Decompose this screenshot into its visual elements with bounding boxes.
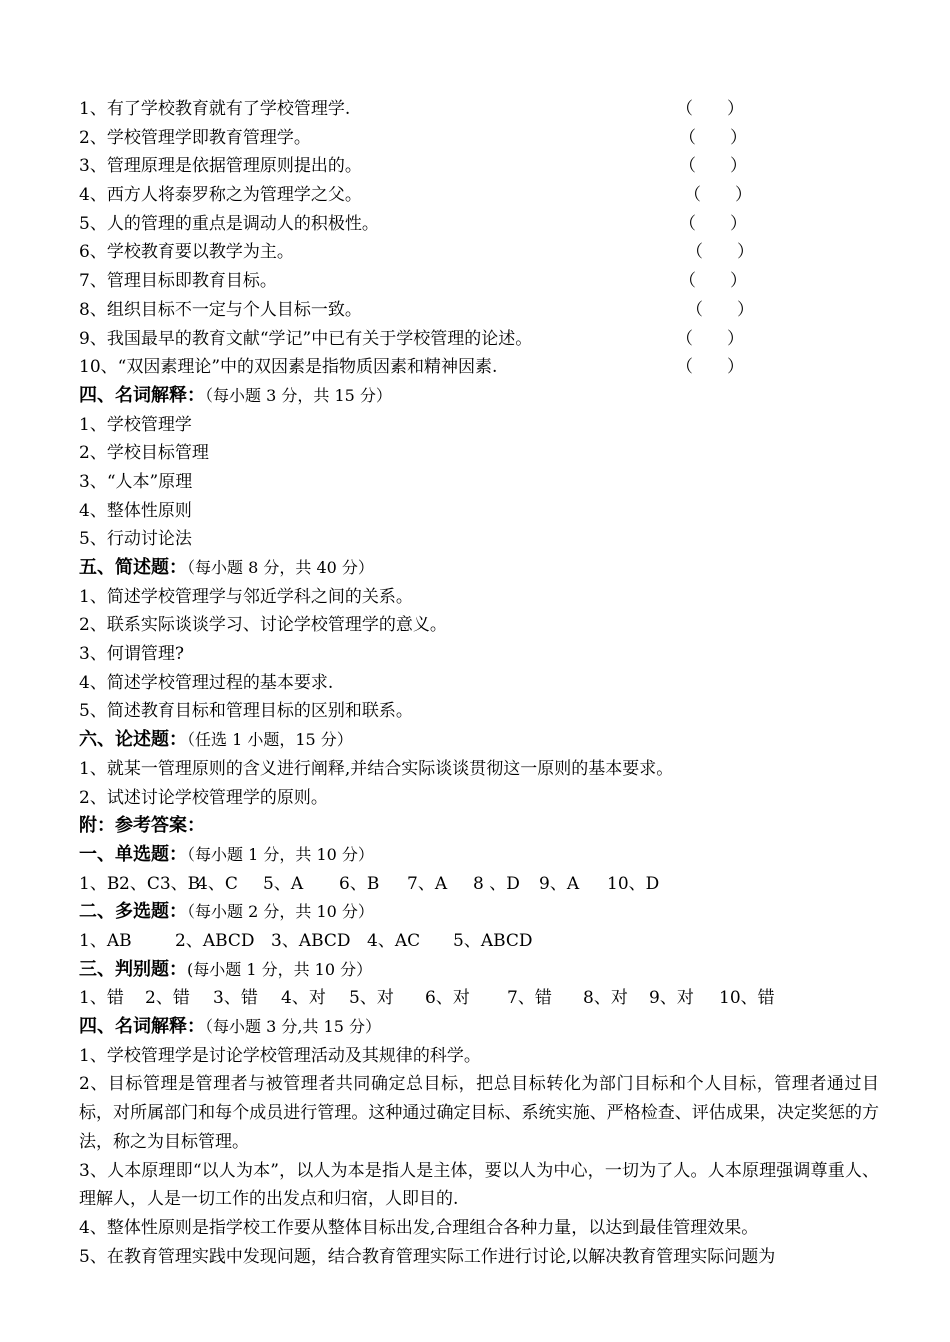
- list-item: 10、“双因素理论”中的双因素是指物质因素和精神因素. （ ）: [79, 353, 879, 382]
- list-item: 2、试述讨论学校管理学的原则。: [79, 787, 328, 808]
- list-item: 3、管理原理是依据管理原则提出的。 （ ）: [79, 152, 879, 181]
- list-item: 8、组织目标不一定与个人目标一致。 （ ）: [79, 296, 879, 325]
- appendix-heading: 附：参考答案：: [79, 815, 205, 837]
- section-heading: 一、单选题：（每小题 1 分，共 10 分）: [79, 843, 374, 865]
- list-item: 5、行动讨论法: [79, 529, 192, 550]
- section-heading: 四、名词解释：（每小题 3 分,共 15 分）: [79, 1016, 381, 1037]
- judge-list: [79, 95, 879, 382]
- answer-paragraph: 4、整体性原则是指学校工作要从整体目标出发,合理组合各种力量，以达到最佳管理效果。: [79, 1217, 759, 1238]
- answer-blank: （ ）: [679, 127, 747, 148]
- answer-blank: （ ）: [679, 156, 747, 177]
- answer-paragraph: 5、在教育管理实践中发现问题，结合教育管理实际工作进行讨论,以解决教育管理实际问题为: [79, 1246, 776, 1267]
- list-item: 1、有了学校教育就有了学校管理学. （ ）: [79, 95, 879, 124]
- list-item: 2、学校目标管理: [79, 443, 209, 464]
- list-item: 9、我国最早的教育文献“学记”中已有关于学校管理的论述。 （ ）: [79, 325, 879, 354]
- list-item: 5、人的管理的重点是调动人的积极性。 （ ）: [79, 210, 879, 239]
- answer-blank: （ ）: [679, 271, 747, 292]
- list-item: 4、简述学校管理过程的基本要求.: [79, 672, 334, 693]
- list-item: 3、何谓管理?: [79, 644, 184, 665]
- answer-row: 1、B2、C3、B4、C 5、A 6、B 7、A 8 、D 9、A 10、D: [79, 873, 660, 894]
- list-item: 1、简述学校管理学与邻近学科之间的关系。: [79, 586, 413, 607]
- list-item: 6、学校教育要以教学为主。 （ ）: [79, 238, 879, 267]
- list-item: 4、整体性原则: [79, 500, 192, 521]
- answer-blank: （ ）: [676, 357, 744, 378]
- answer-paragraph: 1、学校管理学是讨论学校管理活动及其规律的科学。: [79, 1045, 481, 1066]
- list-item: 3、“人本”原理: [79, 471, 193, 492]
- list-item: 1、就某一管理原则的含义进行阐释,并结合实际谈谈贯彻这一原则的基本要求。: [79, 758, 674, 779]
- section-heading: 三、判别题：(每小题 1 分，共 10 分）: [79, 958, 373, 980]
- section-heading: 五、简述题：（每小题 8 分，共 40 分）: [79, 557, 374, 578]
- answer-blank: （ ）: [686, 242, 754, 263]
- list-item: 2、学校管理学即教育管理学。 （ ）: [79, 124, 879, 153]
- section-heading: 六、论述题：（任选 1 小题，15 分）: [79, 729, 353, 751]
- list-item: 5、简述教育目标和管理目标的区别和联系。: [79, 701, 413, 722]
- list-item: 4、西方人将泰罗称之为管理学之父。 （ ）: [79, 181, 879, 210]
- answer-blank: （ ）: [676, 328, 744, 349]
- document-page: [79, 95, 879, 1271]
- answer-paragraph: 3、人本原理即“以人为本”，以人为本是指人是主体，要以人为中心，一切为了人。人本原理强调尊重人、理解人，人是一切工作的出发点和归宿，人即目的.: [79, 1160, 879, 1210]
- list-item: 2、联系实际谈谈学习、讨论学校管理学的意义。: [79, 615, 447, 636]
- answer-blank: （ ）: [686, 299, 754, 320]
- answer-blank: （ ）: [676, 99, 744, 119]
- section-heading: 四、名词解释：（每小题 3 分，共 15 分）: [79, 384, 392, 406]
- list-item: 7、管理目标即教育目标。 （ ）: [79, 267, 879, 296]
- list-item: 1、学校管理学: [79, 414, 192, 435]
- answer-paragraph: 2、目标管理是管理者与被管理者共同确定总目标，把总目标转化为部门目标和个人目标，管理者通过目标，对所属部门和每个成员进行管理。这种通过确定目标、系统实施、严格检查、评估成果，决定奖惩的方法，称之为目标管理。: [79, 1074, 879, 1152]
- answer-row: 1、错 2、错 3、错 4、对 5、对 6、对 7、错 8、对 9、对 10、错: [79, 988, 775, 1009]
- answer-blank: （ ）: [679, 213, 747, 234]
- section-heading: 二、多选题：（每小题 2 分，共 10 分）: [79, 901, 374, 923]
- answer-row: 1、AB 2、ABCD 3、ABCD 4、AC 5、ABCD: [79, 930, 533, 951]
- answer-blank: （ ）: [684, 185, 752, 206]
